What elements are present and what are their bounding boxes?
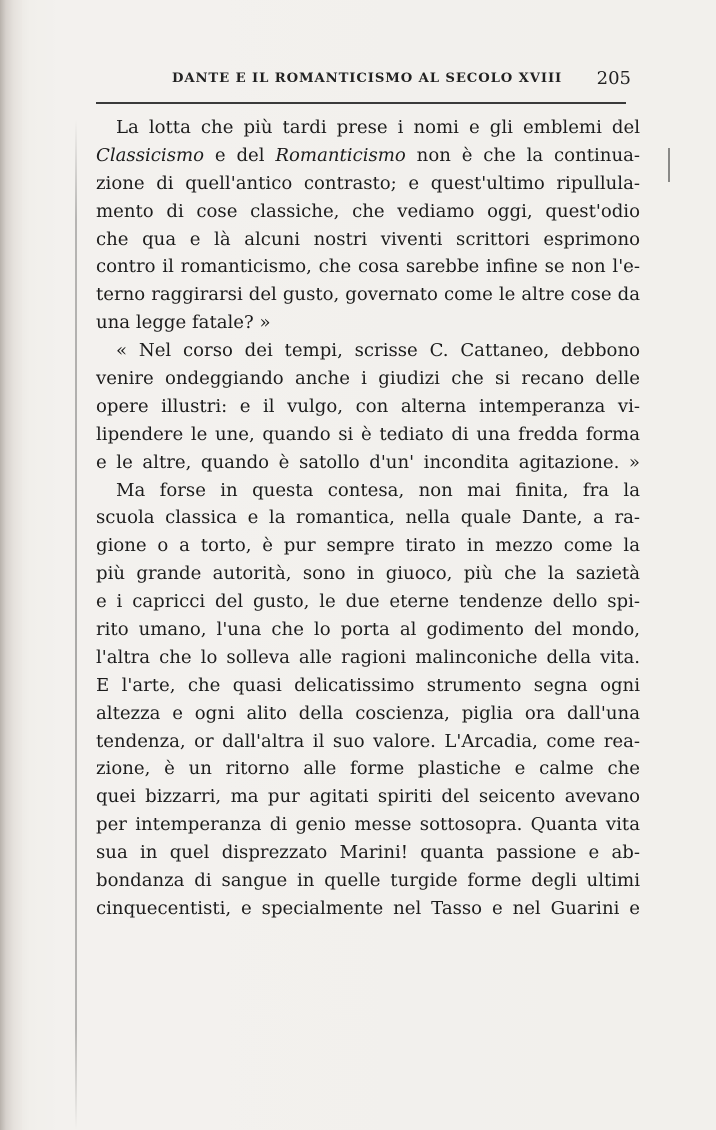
- text-line: per intemperanza di genio messe sottosopra. Quanta vita: [96, 814, 640, 836]
- text-line: bondanza di sangue in quelle turgide forme degli ultimi: [96, 870, 640, 892]
- text-line: E l'arte, che quasi delicatissimo strumento segna ogni: [96, 674, 640, 696]
- page-header: [172, 68, 632, 97]
- text-line: tendenza, or dall'altra il suo valore. L'Arcadia, come rea-: [96, 730, 640, 752]
- running-title: DANTE E IL ROMANTICISMO AL SECOLO XVIII: [172, 71, 563, 86]
- text-fragment: e del: [204, 144, 276, 166]
- text-line: una legge fatale? »: [96, 312, 271, 334]
- text-line: mento di cose classiche, che vediamo oggi, quest'odio: [96, 200, 640, 222]
- body-text: [96, 114, 640, 923]
- italic-term: Romanticismo: [275, 144, 406, 166]
- text-line: cinquecentisti, e specialmente nel Tasso e nel Guarini e: [96, 897, 640, 919]
- text-line: rito umano, l'una che lo porta al godimento del mondo,: [96, 619, 640, 641]
- binding-fold-line: [75, 120, 77, 1130]
- text-line: altezza e ogni alito della coscienza, piglia ora dall'una: [96, 702, 640, 724]
- text-line: terno raggirarsi del gusto, governato come le altre cose da: [96, 284, 640, 306]
- text-line: gione o a torto, è pur sempre tirato in mezzo come la: [96, 535, 640, 557]
- text-line: che qua e là alcuni nostri viventi scrittori esprimono: [96, 228, 640, 250]
- text-line: più grande autorità, sono in giuoco, più che la sazietà: [96, 563, 640, 585]
- page-number: 205: [596, 68, 631, 89]
- header-rule: [96, 102, 626, 104]
- text-line: sua in quel disprezzato Marini! quanta passione e ab-: [96, 842, 640, 864]
- italic-term: Classicismo: [96, 144, 205, 166]
- text-line: zione di quell'antico contrasto; e quest'ultimo ripullula-: [96, 172, 640, 194]
- text-line: e le altre, quando è satollo d'un' incondita agitazione. »: [96, 451, 640, 473]
- page-binding-shadow: [0, 0, 22, 1130]
- text-line: contro il romanticismo, che cosa sarebbe infine se non l'e-: [96, 256, 640, 278]
- text-line: Ma forse in questa contesa, non mai finita, fra la: [116, 479, 640, 501]
- text-line: lipendere le une, quando si è tediato di una fredda forma: [96, 423, 640, 445]
- margin-mark: [668, 148, 670, 182]
- text-line: e i capricci del gusto, le due eterne tendenze dello spi-: [96, 591, 640, 613]
- text-line: zione, è un ritorno alle forme plastiche e calme che: [96, 758, 640, 780]
- text-line: l'altra che lo solleva alle ragioni malinconiche della vita.: [96, 646, 640, 668]
- text-line: « Nel corso dei tempi, scrisse C. Cattaneo, debbono: [116, 340, 640, 362]
- text-line: scuola classica e la romantica, nella quale Dante, a ra-: [96, 507, 640, 529]
- text-line: La lotta che più tardi prese i nomi e gli emblemi del: [116, 117, 640, 138]
- text-fragment: non è che la continua-: [405, 144, 640, 166]
- text-line: opere illustri: e il vulgo, con alterna intemperanza vi-: [96, 395, 640, 417]
- text-line: venire ondeggiando anche i giudizi che si recano delle: [96, 368, 640, 390]
- text-line: [96, 142, 640, 170]
- text-line: quei bizzarri, ma pur agitati spiriti del seicento avevano: [96, 786, 640, 808]
